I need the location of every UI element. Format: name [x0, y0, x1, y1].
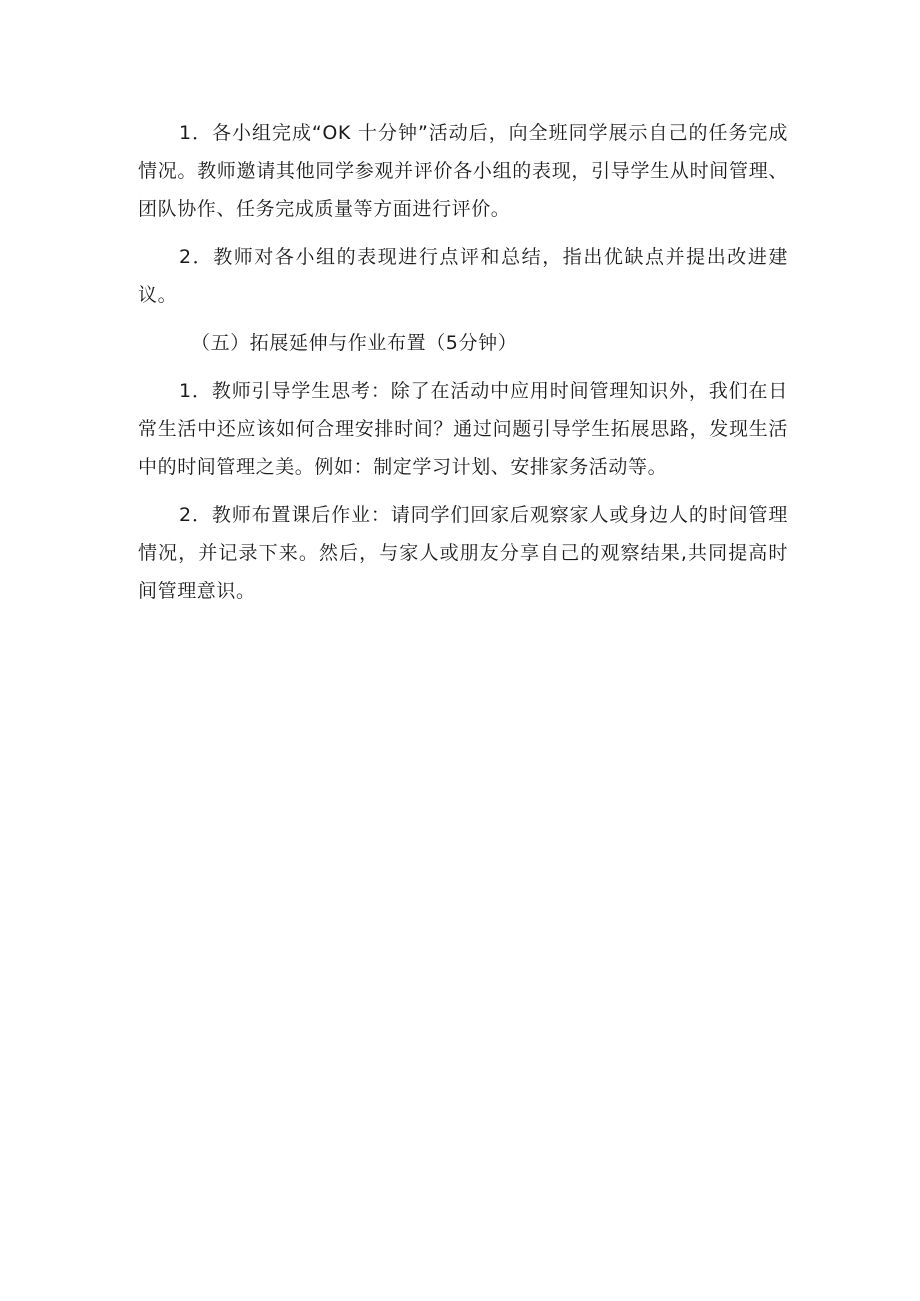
- paragraph-homework: 2．教师布置课后作业：请同学们回家后观察家人或身边人的时间管理情况，并记录下来。然后，与家人或朋友分享自己的观察结果,共同提高时间管理意识。: [138, 504, 788, 602]
- paragraph-teacher-review: 2．教师对各小组的表现进行点评和总结，指出优缺点并提出改进建议。: [138, 246, 788, 306]
- section-heading-extension: （五）拓展延伸与作业布置（5分钟）: [191, 332, 518, 354]
- document-body: [138, 114, 788, 610]
- paragraph-thinking-guide: 1．教师引导学生思考：除了在活动中应用时间管理知识外，我们在日常生活中还应该如何合理安排时间？通过问题引导学生拓展思路，发现生活中的时间管理之美。例如：制定学习计划、安排家务活动等。: [138, 380, 788, 478]
- paragraph-presentation: 1．各小组完成“OK 十分钟”活动后，向全班同学展示自己的任务完成情况。教师邀请其他同学参观并评价各小组的表现，引导学生从时间管理、团队协作、任务完成质量等方面进行评价。: [138, 122, 788, 220]
